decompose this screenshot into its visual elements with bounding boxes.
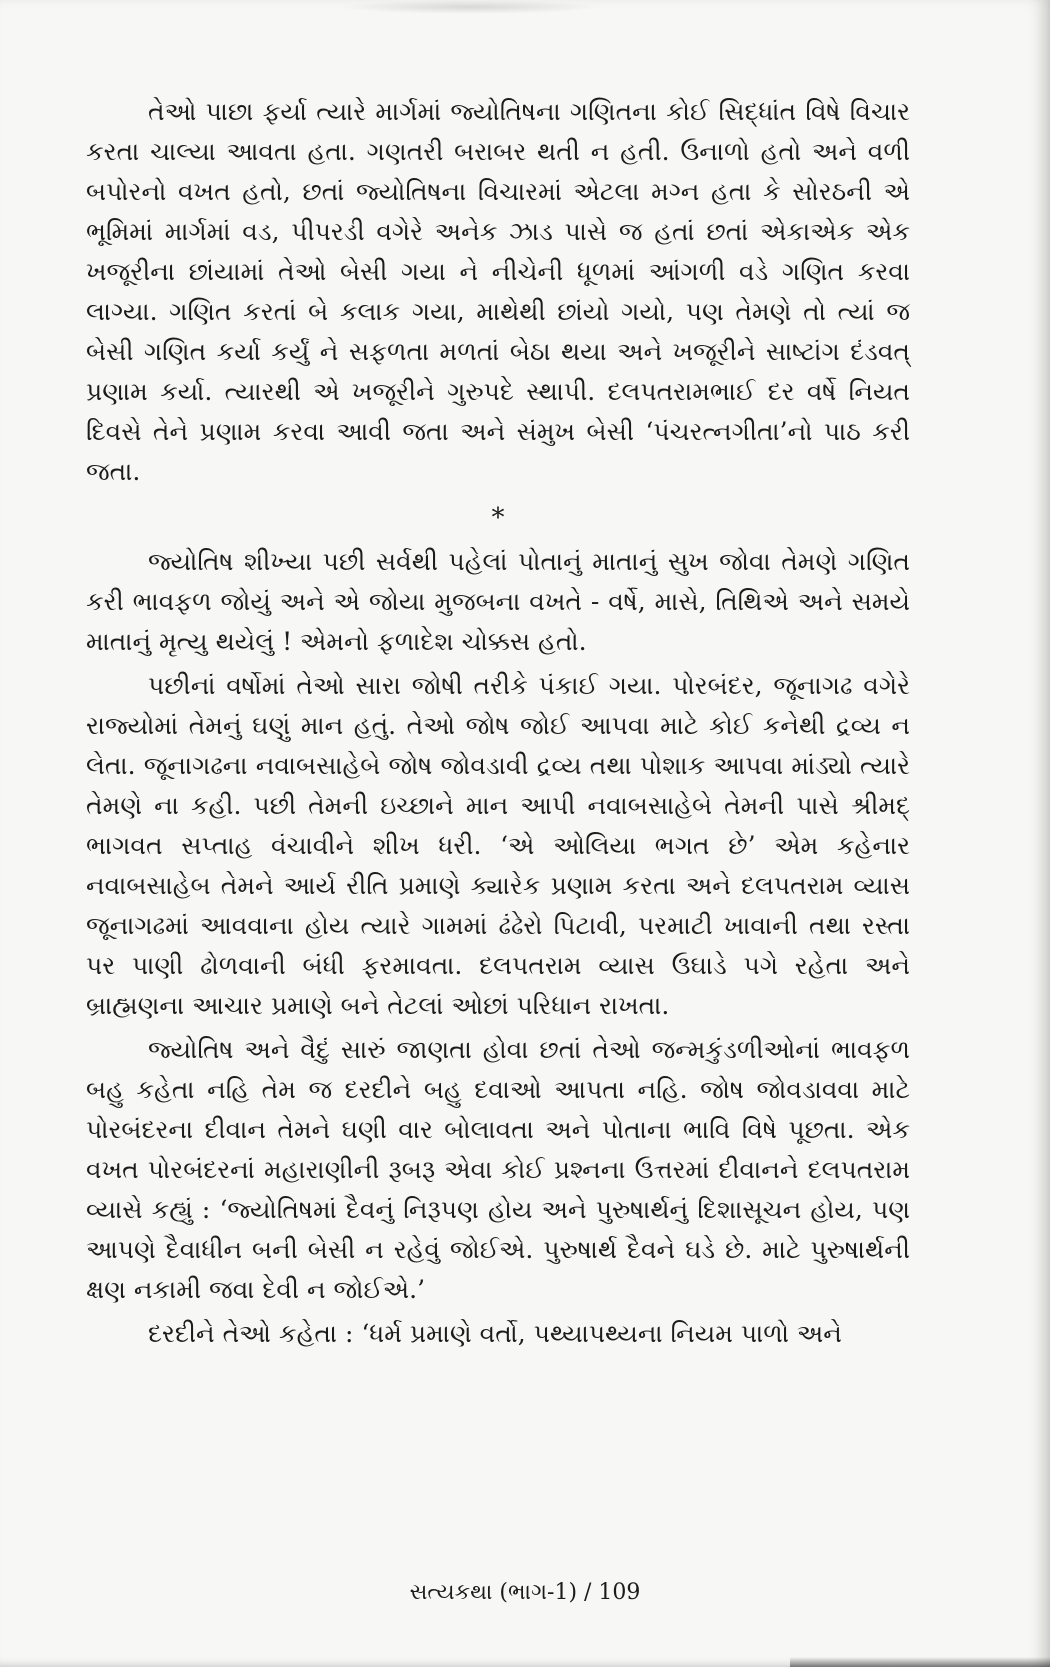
- section-separator: *: [491, 503, 505, 533]
- paragraph-3: પછીનાં વર્ષોમાં તેઓ સારા જોષી તરીકે પંકાઈ ગયા. પોરબંદર, જૂનાગઢ વગેરે રાજ્યોમાં તેમનું ઘણું માન હતું. તેઓ જોષ જોઈ આપવા માટે કોઈ કનેથી દ્રવ્ય ન લેતા. જૂનાગઢના નવાબસાહેબે જોષ જોવડાવી દ્રવ્ય તથા પોશાક આપવા માંડ્યો ત્યારે તેમણે ના કહી. પછી તેમની ઇચ્છાને માન આપી નવાબસાહેબે તેમની પાસે શ્રીમદ્ ભાગવત સપ્તાહ વંચાવીને શીખ ધરી. ‘એ ઓલિયા ભગત છે’ એમ કહેનાર નવાબસાહેબ તેમને આર્ય રીતિ પ્રમાણે ક્યારેક પ્રણામ કરતા અને દલપતરામ વ્યાસ જૂનાગઢમાં આવવાના હોય ત્યારે ગામમાં ઢંઢેરો પિટાવી, પરમાટી ખાવાની તથા રસ્તા પર પાણી ઢોળવાની બંધી ફરમાવતા. દલપતરામ વ્યાસ ઉઘાડે પગે રહેતા અને બ્રાહ્મણના આચાર પ્રમાણે બને તેટલાં ઓછાં પરિધાન રાખતા.: [86, 671, 910, 1020]
- page-footer: સત્યકથા (ભાગ-1) / 109: [409, 1580, 641, 1605]
- paragraph-4: જ્યોતિષ અને વૈદું સારું જાણતા હોવા છતાં તેઓ જન્મકુંડળીઓનાં ભાવફળ બહુ કહેતા નહિ તેમ જ દરદીને બહુ દવાઓ આપતા નહિ. જોષ જોવડાવવા માટે પોરબંદરના દીવાન તેમને ઘણી વાર બોલાવતા અને પોતાના ભાવિ વિષે પૂછતા. એક વખત પોરબંદરનાં મહારાણીની રૂબરૂ એવા કોઈ પ્રશ્નના ઉત્તરમાં દીવાનને દલપતરામ વ્યાસે કહ્યું : ‘જ્યોતિષમાં દૈવનું નિરૂપણ હોય અને પુરુષાર્થનું દિશાસૂચન હોય, પણ આપણે દૈવાધીન બની બેસી ન રહેવું જોઈએ. પુરુષાર્થ દૈવને ઘડે છે. માટે પુરુષાર્થની ક્ષણ નકામી જવા દેવી ન જોઈએ.’: [86, 1035, 910, 1304]
- paragraph-1: તેઓ પાછા ફર્યા ત્યારે માર્ગમાં જ્યોતિષના ગણિતના કોઈ સિદ્ધાંત વિષે વિચાર કરતા ચાલ્યા આવતા હતા. ગણતરી બરાબર થતી ન હતી. ઉનાળો હતો અને વળી બપોરનો વખત હતો, છતાં જ્યોતિષના વિચારમાં એટલા મગ્ન હતા કે સોરઠની એ ભૂમિમાં માર્ગમાં વડ, પીપરડી વગેરે અનેક ઝાડ પાસે જ હતાં છતાં એકાએક એક ખજૂરીના છાંયામાં તેઓ બેસી ગયા ને નીચેની ધૂળમાં આંગળી વડે ગણિત કરવા લાગ્યા. ગણિત કરતાં બે કલાક ગયા, માથેથી છાંયો ગયો, પણ તેમણે તો ત્યાં જ બેસી ગણિત કર્યા કર્યું ને સફળતા મળતાં બેઠા થયા અને ખજૂરીને સાષ્ટાંગ દંડવત્ પ્રણામ કર્યા. ત્યારથી એ ખજૂરીને ગુરુપદે સ્થાપી. દલપતરામભાઈ દર વર્ષે નિયત દિવસે તેને પ્રણામ કરવા આવી જતા અને સંમુખ બેસી ‘પંચરત્નગીતા’નો પાઠ કરી જતા.: [86, 97, 910, 486]
- paragraph-2: જ્યોતિષ શીખ્યા પછી સર્વથી પહેલાં પોતાનું માતાનું સુખ જોવા તેમણે ગણિત કરી ભાવફળ જોયું અને એ જોયા મુજબના વખતે - વર્ષે, માસે, તિથિએ અને સમયે માતાનું મૃત્યુ થયેલું ! એમનો ફળાદેશ ચોક્કસ હતો.: [86, 547, 910, 656]
- page-body: [86, 92, 910, 1354]
- scan-smudge: [340, 0, 600, 14]
- paragraph-5: દરદીને તેઓ કહેતા : ‘ધર્મ પ્રમાણે વર્તો, પથ્યાપથ્યના નિયમ પાળો અને: [148, 1319, 842, 1348]
- scan-edge: [790, 1657, 1050, 1667]
